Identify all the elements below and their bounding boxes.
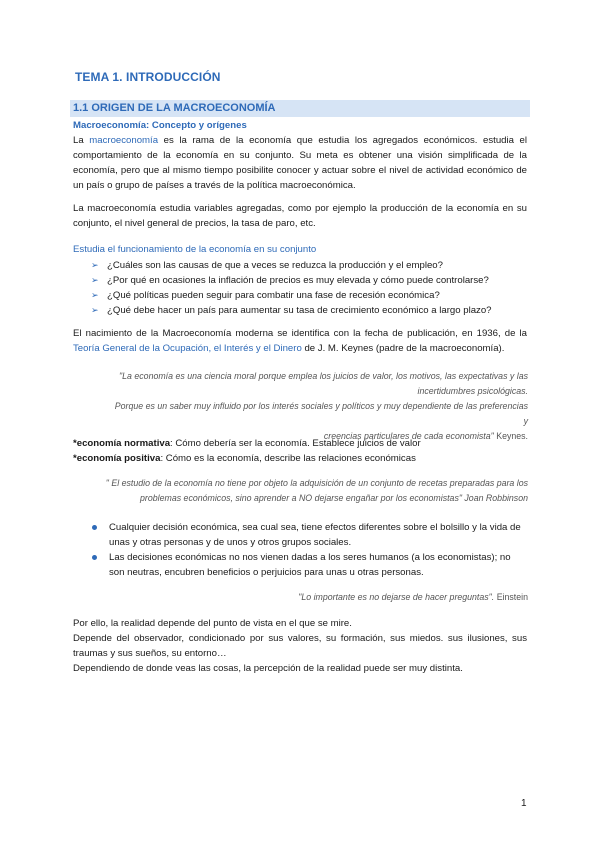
questions-list: [91, 258, 492, 318]
arrow-bullet-icon: ➢: [91, 260, 99, 270]
quote-line: Porque es un saber muy influido por los interés sociales y políticos y muy dependiente de las preferencias y: [114, 401, 528, 426]
list-item-text: ¿Por qué en ocasiones la inflación de precios es muy elevada y cómo puede controlarse?: [107, 275, 489, 286]
definition-term: *economía normativa: [73, 438, 171, 449]
quote-line: "La economía es una ciencia moral porque emplea los juicios de valor, los motivos, las expectativas y las: [119, 371, 528, 381]
quote-author: Keynes.: [493, 431, 528, 441]
quote-text: "Lo importante es no dejarse de hacer preguntas".: [298, 592, 495, 602]
list-item: [91, 258, 492, 273]
list-item: [91, 273, 492, 288]
subsection-heading-2: Estudia el funcionamiento de la economía en su conjunto: [73, 244, 317, 255]
paragraph-variables: La macroeconomía estudia variables agregadas, como por ejemplo la producción de la economía en su conjunto, el nivel general de precios, la tasa de paro, etc.: [73, 203, 527, 229]
quote-line: " El estudio de la economía no tiene por objeto la adquisición de un conjunto de recetas preparadas para los: [105, 478, 528, 488]
quote-line: [88, 491, 528, 506]
text-span: El nacimiento de la Macroeconomía moderna se identifica con la fecha de publicación, en 1936, de la: [73, 328, 527, 339]
dot-bullet-icon: [92, 555, 97, 560]
arrow-bullet-icon: ➢: [91, 305, 99, 315]
list-item: [91, 288, 492, 303]
list-item-text: ¿Qué debe hacer un país para aumentar su tasa de crecimiento económico a largo plazo?: [107, 305, 492, 316]
list-item: [92, 550, 527, 580]
paragraph-reality: Por ello, la realidad depende del punto de vista en el que se mire.: [73, 618, 352, 629]
keynes-quote: [108, 369, 528, 444]
paragraph-keynes: [73, 326, 527, 356]
definition-text: : Cómo debería ser la economía. Establece juicios de valor: [170, 438, 421, 449]
paragraph-observer: Depende del observador, condicionado por sus valores, su formación, sus miedos. sus ilusiones, sus traumas y sus sueños, su entorno…: [73, 633, 527, 659]
arrow-bullet-icon: ➢: [91, 275, 99, 285]
list-item-text: Las decisiones económicas no nos vienen dadas a los seres humanos (a los economistas); no son neutras, encubren beneficios o perjuicios para unas u otras personas.: [109, 552, 511, 578]
subsection-heading: Macroeconomía: Concepto y orígenes: [73, 120, 247, 131]
quote-line: incertidumbres psicológicas.: [417, 386, 528, 396]
quote-author: Einstein: [494, 592, 528, 602]
definition-term: *economía positiva: [73, 453, 161, 464]
page-number: 1: [521, 798, 527, 809]
list-item-text: ¿Cuáles son las causas de que a veces se reduzca la producción y el empleo?: [107, 260, 443, 271]
definition-normative: [73, 436, 421, 451]
einstein-quote: [108, 590, 528, 605]
definition-text: : Cómo es la economía, describe las relaciones económicas: [160, 453, 416, 464]
dot-bullet-icon: [92, 525, 97, 530]
quote-author: Joan Robbinson: [461, 493, 528, 503]
list-item-text: Cualquier decisión económica, sea cual sea, tiene efectos diferentes sobre el bolsillo y la vida de unas y otras personas y de unos y otros grupos sociales.: [109, 522, 521, 548]
list-item: [91, 303, 492, 318]
definition-positive: [73, 451, 421, 466]
section-heading-text: 1.1 ORIGEN DE LA MACROECONOMÍA: [73, 102, 276, 114]
definitions: [73, 436, 421, 466]
paragraph-perception: Dependiendo de donde veas las cosas, la percepción de la realidad puede ser muy distinta.: [73, 663, 463, 674]
robinson-quote: [88, 476, 528, 506]
macroeconomia-link[interactable]: macroeconomía: [89, 135, 159, 146]
quote-text: creencias particulares de cada economista": [323, 431, 494, 441]
arrow-bullet-icon: ➢: [91, 290, 99, 300]
paragraph-definition: [73, 133, 527, 193]
page-title: TEMA 1. INTRODUCCIÓN: [75, 70, 221, 84]
list-item-text: ¿Qué políticas pueden seguir para combatir una fase de recesión económica?: [107, 290, 440, 301]
text-span: de J. M. Keynes (padre de la macroeconomía).: [301, 343, 505, 354]
keynes-book-link[interactable]: Teoría General de la Ocupación, el Interés y el Dinero: [73, 343, 302, 354]
bullet-list: [92, 520, 527, 580]
list-item: [92, 520, 527, 550]
quote-text: problemas económicos, sino aprender a NO dejarse engañar por los economistas": [140, 493, 462, 503]
text-span: La: [73, 135, 90, 146]
text-span: es la rama de la economía que estudia los agregados económicos. estudia el comportamiento de la economía en su conjunto. Su meta es obtener una visión simplificada de la economía, pero que al mismo tiempo posibilite conocer y actuar sobre el nivel de actividad económico de un país o grupo de países a través de la política macroeconómica.: [73, 135, 527, 191]
section-heading: [70, 100, 530, 117]
